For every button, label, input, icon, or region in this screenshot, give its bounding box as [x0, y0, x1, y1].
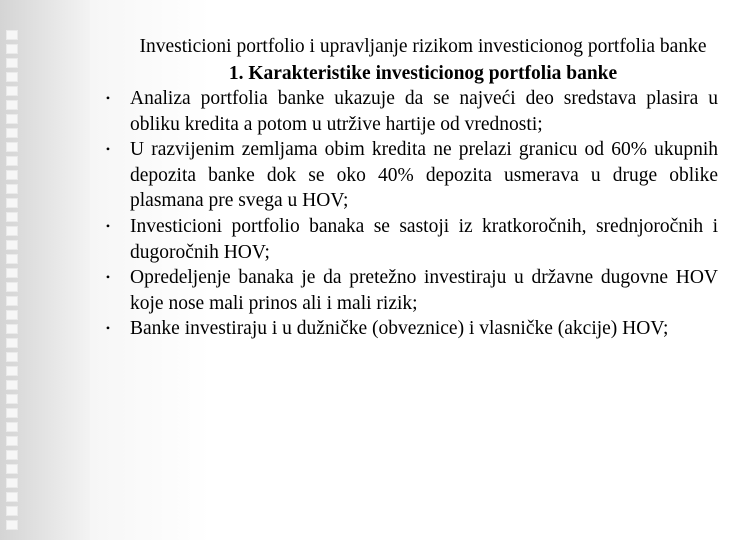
- list-item: [98, 214, 718, 265]
- bullet-icon: •: [105, 321, 111, 336]
- list-item-text: Investicioni portfolio banaka se sastoji iz kratkoročnih, srednjoročnih i dugoročnih HOV;: [130, 215, 718, 263]
- bullet-list: [98, 86, 718, 342]
- slide-title: Investicioni portfolio i upravljanje rizikom investicionog portfolia banke: [139, 36, 707, 57]
- decorative-squares: [6, 30, 20, 530]
- bullet-icon: •: [105, 270, 111, 285]
- list-item-text: Opredeljenje banaka je da pretežno investiraju u državne dugovne HOV koje nose mali prinos ali i mali rizik;: [130, 267, 718, 314]
- bullet-icon: •: [105, 218, 111, 233]
- slide-subtitle: 1. Karakteristike investicionog portfolia banke: [228, 63, 618, 84]
- list-item: [98, 86, 718, 137]
- list-item-text: Banke investiraju i u dužničke (obveznice) i vlasničke (akcije) HOV;: [130, 318, 669, 340]
- bullet-icon: •: [105, 91, 111, 105]
- list-item: [98, 316, 718, 342]
- slide-content: [98, 34, 718, 342]
- list-item: [98, 265, 718, 316]
- list-item-text: U razvijenim zemljama obim kredita ne prelazi granicu od 60% ukupnih depozita banke dok se oko 40% depozita usmerava u druge oblike plasmana pre svega u HOV;: [130, 139, 718, 212]
- list-item: [98, 137, 718, 214]
- list-item-text: Analiza portfolia banke ukazuje da se najveći deo sredstava plasira u obliku kredita a potom u utržive hartije od vrednosti;: [130, 88, 718, 135]
- bullet-icon: •: [105, 142, 111, 157]
